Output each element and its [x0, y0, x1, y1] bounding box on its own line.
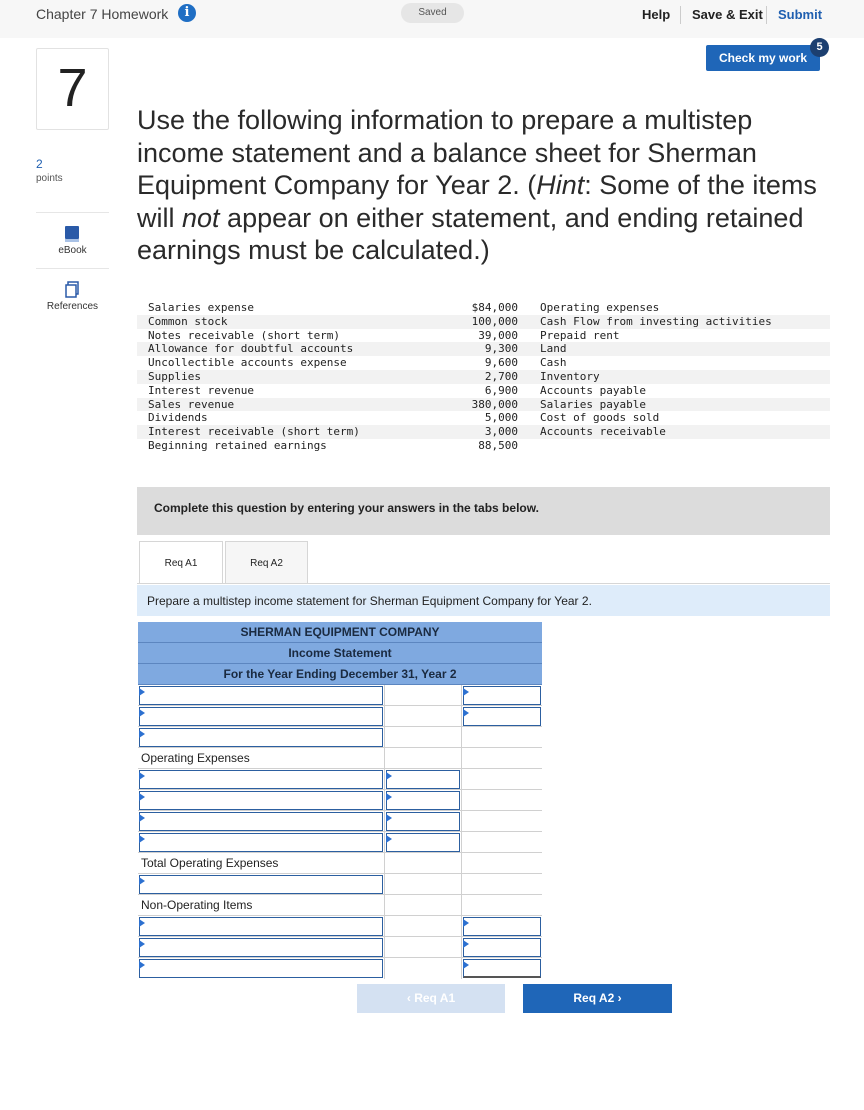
statement-row [138, 958, 542, 979]
total-cell [462, 937, 542, 958]
account-select[interactable] [139, 686, 383, 705]
total-cell [462, 832, 542, 853]
amount-cell [385, 727, 462, 748]
amount-cell [385, 790, 462, 811]
statement-row [138, 811, 542, 832]
label-cell [138, 874, 385, 895]
label-cell [138, 685, 385, 706]
data-value: 39,000 [478, 328, 518, 342]
question-text-part: : Some of the items will [137, 170, 817, 233]
points-label: points [36, 173, 63, 184]
amount-cell [385, 706, 462, 727]
label-cell [138, 832, 385, 853]
data-right-label: Operating expenses [540, 301, 660, 314]
account-select[interactable] [139, 812, 383, 831]
data-value: 3,000 [484, 425, 518, 439]
instruction-box [137, 487, 830, 535]
data-value: 100,000 [471, 314, 518, 328]
statement-row [138, 832, 542, 853]
tab-label: Req A1 [164, 558, 198, 569]
data-label: Dividends [148, 411, 208, 425]
label-cell [138, 727, 385, 748]
amount-input[interactable] [386, 812, 460, 831]
amount-cell [385, 916, 462, 937]
save-exit-link[interactable]: Save & Exit [692, 7, 763, 22]
statement-company: SHERMAN EQUIPMENT COMPANY [138, 622, 542, 643]
data-label: Salaries expense [148, 301, 254, 314]
prompt-bar [137, 585, 830, 616]
tab-label: Req A2 [250, 558, 283, 569]
amount-cell [385, 958, 462, 979]
amount-cell [385, 853, 462, 874]
total-cell [462, 895, 542, 916]
non-operating-label: Non-Operating Items [138, 895, 385, 916]
tab-req-a2[interactable] [225, 541, 308, 584]
check-count-badge: 5 [810, 38, 829, 57]
total-cell [462, 916, 542, 937]
total-cell [462, 811, 542, 832]
data-right-label: Inventory [540, 369, 600, 383]
amount-cell [385, 685, 462, 706]
question-text [137, 104, 837, 267]
data-value: 5,000 [484, 411, 518, 425]
data-right-label: Cost of goods sold [540, 411, 660, 425]
chevron-left-icon: ‹ [406, 991, 415, 1005]
statement-row [138, 916, 542, 937]
references-icon [64, 281, 80, 299]
book-icon [64, 225, 80, 243]
operating-expenses-label: Operating Expenses [138, 748, 385, 769]
statement-row [138, 685, 542, 706]
data-row [137, 315, 830, 329]
amount-cell [385, 811, 462, 832]
tab-req-a1[interactable] [139, 541, 223, 584]
amount-input[interactable] [386, 770, 460, 789]
question-number: 7 [57, 58, 88, 118]
hint-word: Hint [536, 170, 585, 200]
account-select[interactable] [139, 707, 383, 726]
data-row [137, 398, 830, 412]
data-row [137, 384, 830, 398]
points-value: 2 [36, 157, 43, 171]
statement-row [138, 853, 542, 874]
total-cell [462, 874, 542, 895]
total-cell [462, 853, 542, 874]
data-label: Uncollectible accounts expense [148, 356, 347, 370]
data-row [137, 439, 830, 453]
data-row [137, 356, 830, 370]
total-operating-label: Total Operating Expenses [138, 853, 385, 874]
data-value: 9,600 [484, 356, 518, 370]
data-label: Common stock [148, 314, 228, 328]
data-right-label: Cash [540, 356, 567, 370]
statement-row [138, 748, 542, 769]
data-right-label: Land [540, 342, 567, 356]
statement-row [138, 769, 542, 790]
data-label: Interest receivable (short term) [148, 425, 360, 439]
prev-tab-label: Req A1 [414, 991, 456, 1005]
data-value: 380,000 [471, 397, 518, 411]
data-label: Sales revenue [148, 397, 235, 411]
statement-row [138, 727, 542, 748]
data-label: Allowance for doubtful accounts [148, 342, 354, 356]
label-cell [138, 790, 385, 811]
label-cell [138, 706, 385, 727]
account-select[interactable] [139, 770, 383, 789]
prompt-text: Prepare a multistep income statement for Sherman Equipment Company for Year 2. [147, 594, 592, 608]
statement-row [138, 706, 542, 727]
data-value: 2,700 [484, 369, 518, 383]
total-cell [462, 958, 542, 979]
data-label: Interest revenue [148, 383, 254, 397]
account-select[interactable] [139, 959, 383, 978]
statement-title: Income Statement [138, 643, 542, 664]
question-number-box [36, 48, 109, 130]
data-row [137, 425, 830, 439]
data-right-label: Salaries payable [540, 397, 646, 411]
data-right-label: Cash Flow from investing activities [540, 314, 772, 328]
amount-cell [385, 832, 462, 853]
tab-divider [137, 583, 830, 584]
amount-cell [385, 895, 462, 916]
statement-row [138, 874, 542, 895]
amount-input[interactable] [463, 917, 541, 936]
data-right-label: Accounts payable [540, 383, 646, 397]
ebook-button[interactable] [36, 212, 109, 258]
total-cell [462, 769, 542, 790]
amount-cell [385, 769, 462, 790]
account-select[interactable] [139, 833, 383, 852]
divider [766, 6, 767, 24]
data-value: 6,900 [484, 383, 518, 397]
top-bar [0, 0, 864, 38]
account-select[interactable] [139, 875, 383, 894]
data-label: Beginning retained earnings [148, 438, 327, 452]
chevron-right-icon: › [614, 991, 622, 1005]
statement-row [138, 895, 542, 916]
label-cell [138, 811, 385, 832]
assignment-title: Chapter 7 Homework [36, 6, 169, 22]
label-cell [138, 958, 385, 979]
account-select[interactable] [139, 938, 383, 957]
data-row [137, 342, 830, 356]
account-data-table [137, 301, 830, 453]
prev-tab-button[interactable] [357, 984, 505, 1013]
total-cell [462, 748, 542, 769]
data-value: $84,000 [471, 301, 518, 314]
question-text-part: Use the following information to prepare a multistep income statement and a balance sheet for Sherman Equipment Company for Year 2. ( [137, 105, 757, 200]
data-value: 9,300 [484, 342, 518, 356]
data-label: Notes receivable (short term) [148, 328, 341, 342]
data-row [137, 411, 830, 425]
statement-row [138, 937, 542, 958]
references-label: References [46, 301, 99, 312]
data-label: Supplies [148, 369, 201, 383]
total-cell [462, 685, 542, 706]
total-cell [462, 727, 542, 748]
amount-input[interactable] [386, 791, 460, 810]
label-cell [138, 937, 385, 958]
amount-input[interactable] [463, 707, 541, 726]
data-row [137, 301, 830, 315]
references-button[interactable] [36, 268, 109, 314]
amount-input[interactable] [386, 833, 460, 852]
divider [680, 6, 681, 24]
amount-cell [385, 748, 462, 769]
amount-cell [385, 937, 462, 958]
amount-input[interactable] [463, 686, 541, 705]
label-cell [138, 916, 385, 937]
data-row [137, 370, 830, 384]
account-select[interactable] [139, 917, 383, 936]
amount-input[interactable] [463, 959, 541, 978]
instruction-text: Complete this question by entering your answers in the tabs below. [154, 501, 539, 515]
account-select[interactable] [139, 728, 383, 747]
question-text-part: appear on either statement, and ending retained earnings must be calculated.) [137, 202, 804, 265]
ebook-label: eBook [58, 245, 87, 256]
amount-cell [385, 874, 462, 895]
not-word: not [182, 202, 220, 233]
next-tab-label: Req A2 [573, 991, 615, 1005]
total-cell [462, 706, 542, 727]
account-select[interactable] [139, 791, 383, 810]
submit-link[interactable]: Submit [778, 7, 823, 22]
data-row [137, 329, 830, 343]
statement-row [138, 790, 542, 811]
data-value: 88,500 [478, 438, 518, 452]
saved-status-badge: Saved [401, 3, 464, 23]
total-cell [462, 790, 542, 811]
data-right-label: Accounts receivable [540, 425, 666, 439]
label-cell [138, 769, 385, 790]
help-link[interactable]: Help [642, 7, 671, 22]
data-right-label: Prepaid rent [540, 328, 620, 342]
check-my-work-button[interactable]: Check my work [706, 45, 820, 71]
amount-input[interactable] [463, 938, 541, 957]
next-tab-button[interactable] [523, 984, 672, 1013]
statement-period: For the Year Ending December 31, Year 2 [138, 664, 542, 685]
info-icon[interactable]: i [178, 4, 196, 22]
